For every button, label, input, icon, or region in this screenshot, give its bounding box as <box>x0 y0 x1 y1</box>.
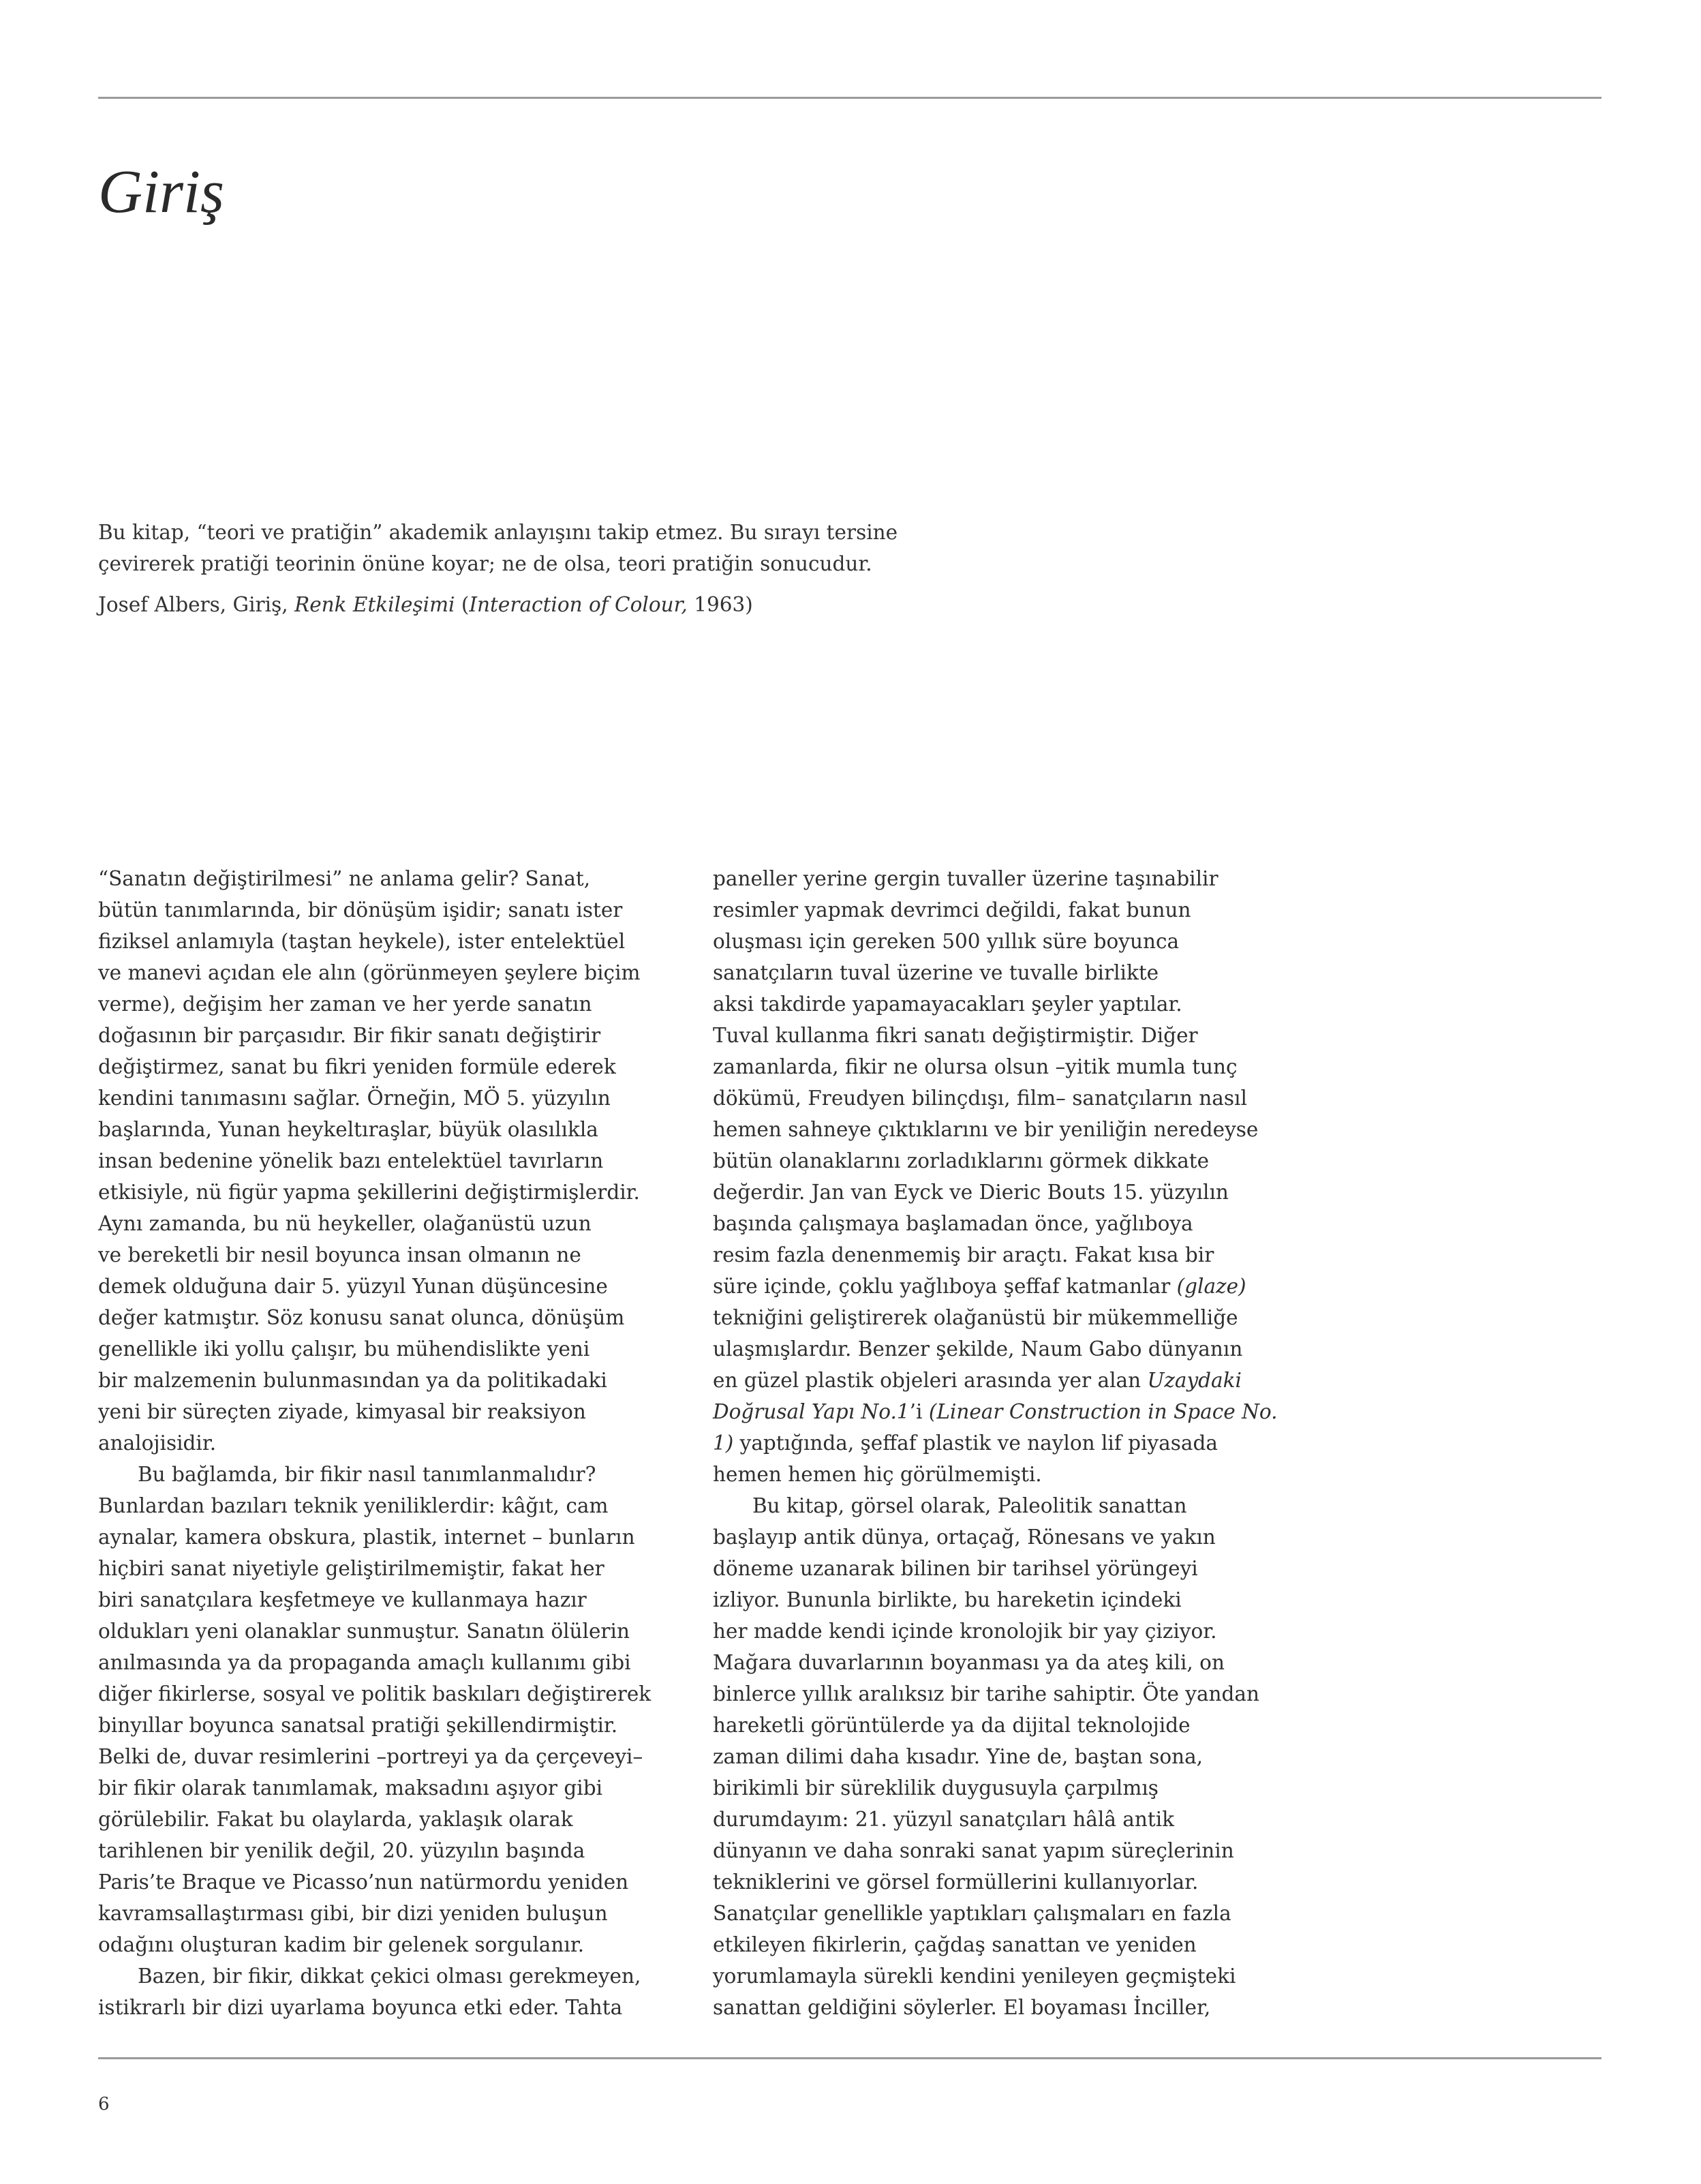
text-run: birikimli bir süreklilik duygusuyla çarpılmış <box>713 1776 1159 1800</box>
body-line <box>713 1490 1278 1521</box>
body-line <box>98 1772 651 1804</box>
body-line <box>98 1302 651 1333</box>
body-line <box>713 1678 1278 1710</box>
text-run: izliyor. Bununla birlikte, bu hareketin içindeki <box>713 1588 1182 1611</box>
text-run: bir malzemenin bulunmasından ya da politikadaki <box>98 1369 607 1392</box>
text-run: verme), değişim her zaman ve her yerde sanatın <box>98 992 592 1016</box>
text-run: kavramsallaştırması gibi, bir dizi yeniden buluşun <box>98 1902 608 1925</box>
text-run: bir fikir olarak tanımlamak, maksadını aşıyor gibi <box>98 1776 603 1800</box>
italic-term: (glaze) <box>1176 1275 1246 1298</box>
body-line <box>98 1427 651 1459</box>
body-line <box>98 1866 651 1898</box>
text-run: hareketli görüntülerde ya da dijital teknolojide <box>713 1714 1191 1737</box>
epigraph-quote-line: Bu kitap, “teori ve pratiğin” akademik anlayışını takip etmez. Bu sırayı tersine <box>98 521 898 544</box>
attribution-paren: ( <box>455 593 470 616</box>
text-run: diğer fikirlerse, sosyal ve politik baskıları değiştirerek <box>98 1682 652 1705</box>
body-line <box>98 1145 651 1177</box>
text-run: aynalar, kamera obskura, plastik, internet – bunların <box>98 1526 635 1549</box>
attribution-book-title: Renk Etkileşimi <box>294 593 455 616</box>
text-run: resim fazla denenmemiş bir araçtı. Fakat kısa bir <box>713 1243 1214 1267</box>
body-line <box>713 1239 1278 1271</box>
text-run: fiziksel anlamıyla (taştan heykele), ister entelektüel <box>98 930 626 953</box>
body-line <box>713 1710 1278 1741</box>
text-run: değer katmıştır. Söz konusu sanat olunca, dönüşüm <box>98 1306 625 1329</box>
body-line <box>713 1459 1278 1490</box>
text-run: binyıllar boyunca sanatsal pratiği şekillendirmiştir. <box>98 1714 618 1737</box>
text-run: odağını oluşturan kadim bir gelenek sorgulanır. <box>98 1933 585 1956</box>
body-line <box>713 1584 1278 1616</box>
body-line <box>713 1992 1278 2023</box>
text-run: durumdayım: 21. yüzyıl sanatçıları hâlâ antik <box>713 1808 1175 1831</box>
body-line <box>713 863 1278 894</box>
body-line <box>713 1051 1278 1082</box>
text-run: istikrarlı bir dizi uyarlama boyunca etki eder. Tahta <box>98 1996 623 2019</box>
text-run: döneme uzanarak bilinen bir tarihsel yörüngeyi <box>713 1557 1198 1580</box>
body-line <box>713 1553 1278 1584</box>
text-run: ’i <box>909 1400 929 1423</box>
text-run: dünyanın ve daha sonraki sanat yapım süreçlerinin <box>713 1839 1234 1862</box>
body-line <box>713 1082 1278 1114</box>
text-run: başlarında, Yunan heykeltıraşlar, büyük olasılıkla <box>98 1118 598 1141</box>
body-line <box>713 1960 1278 1992</box>
body-line <box>98 1239 651 1271</box>
body-line <box>713 926 1278 957</box>
body-line <box>713 957 1278 988</box>
text-run: görülebilir. Fakat bu olaylarda, yaklaşık olarak <box>98 1808 573 1831</box>
text-run: Mağara duvarlarının boyanması ya da ateş kili, on <box>713 1651 1225 1674</box>
body-line <box>98 1208 651 1239</box>
body-line <box>98 1678 651 1710</box>
body-line <box>98 1804 651 1835</box>
text-run: “Sanatın değiştirilmesi” ne anlama gelir? Sanat, <box>98 867 591 890</box>
body-line <box>98 1992 651 2023</box>
text-run: ve bereketli bir nesil boyunca insan olmanın ne <box>98 1243 581 1267</box>
text-run: etkileyen fikirlerin, çağdaş sanattan ve yeniden <box>713 1933 1197 1956</box>
body-line <box>713 1741 1278 1772</box>
text-run: oldukları yeni olanaklar sunmuştur. Sanatın ölülerin <box>98 1620 630 1643</box>
body-line <box>98 1521 651 1553</box>
text-run: Paris’te Braque ve Picasso’nun natürmordu yeniden <box>98 1870 629 1894</box>
attribution-year: 1963) <box>687 593 753 616</box>
body-line <box>98 1490 651 1521</box>
text-run: Sanatçılar genellikle yaptıkları çalışmaları en fazla <box>713 1902 1231 1925</box>
page-title: Giriş <box>98 158 225 226</box>
body-line <box>713 1898 1278 1929</box>
body-line <box>98 1835 651 1866</box>
body-line <box>713 1772 1278 1804</box>
text-run: analojisidir. <box>98 1431 217 1455</box>
body-line <box>98 1177 651 1208</box>
page-number: 6 <box>98 2094 110 2114</box>
body-line <box>98 1459 651 1490</box>
body-line <box>98 1365 651 1396</box>
body-line <box>713 1647 1278 1678</box>
text-run: binlerce yıllık aralıksız bir tarihe sahiptir. Öte yandan <box>713 1682 1260 1705</box>
text-run: Bazen, bir fikir, dikkat çekici olması gerekmeyen, <box>138 1965 641 1988</box>
top-rule <box>98 97 1602 99</box>
body-column-right <box>713 863 1278 2023</box>
body-line <box>713 1333 1278 1365</box>
body-line <box>713 1521 1278 1553</box>
epigraph-quote <box>98 517 957 579</box>
italic-term: Doğrusal Yapı No.1 <box>713 1400 910 1423</box>
text-run: bütün tanımlarında, bir dönüşüm işidir; sanatı ister <box>98 898 623 922</box>
text-run: tekniklerini ve görsel formüllerini kullanıyorlar. <box>713 1870 1199 1894</box>
body-column-left <box>98 863 651 2023</box>
body-line <box>713 1929 1278 1960</box>
body-line <box>98 957 651 988</box>
text-run: yorumlamayla sürekli kendini yenileyen geçmişteki <box>713 1965 1236 1988</box>
text-run: süre içinde, çoklu yağlıboya şeffaf katmanlar <box>713 1275 1177 1298</box>
text-run: Aynı zamanda, bu nü heykeller, olağanüstü uzun <box>98 1212 592 1235</box>
text-run: Bu kitap, görsel olarak, Paleolitik sanattan <box>752 1494 1187 1517</box>
body-line <box>713 1365 1278 1396</box>
body-line <box>713 1616 1278 1647</box>
text-run: hemen sahneye çıktıklarını ve bir yeniliğin neredeyse <box>713 1118 1259 1141</box>
body-line <box>98 1114 651 1145</box>
text-run: değiştirmez, sanat bu fikri yeniden formüle ederek <box>98 1055 616 1078</box>
text-run: insan bedenine yönelik bazı entelektüel tavırların <box>98 1149 604 1172</box>
body-line <box>98 1960 651 1992</box>
body-line <box>98 1647 651 1678</box>
body-line <box>98 1710 651 1741</box>
text-run: anılmasında ya da propaganda amaçlı kullanımı gibi <box>98 1651 631 1674</box>
text-run: Tuval kullanma fikri sanatı değiştirmiştir. Diğer <box>713 1024 1198 1047</box>
body-line <box>98 894 651 926</box>
body-line <box>713 1177 1278 1208</box>
text-run: dökümü, Freudyen bilinçdışı, film– sanatçıların nasıl <box>713 1087 1247 1110</box>
body-line <box>98 1082 651 1114</box>
body-line <box>98 926 651 957</box>
italic-term: Uzaydaki <box>1147 1369 1242 1392</box>
text-run: başlayıp antik dünya, ortaçağ, Rönesans ve yakın <box>713 1526 1216 1549</box>
text-run: tarihlenen bir yenilik değil, 20. yüzyılın başında <box>98 1839 585 1862</box>
body-line <box>713 1835 1278 1866</box>
text-run: Belki de, duvar resimlerini –portreyi ya da çerçeveyi– <box>98 1745 643 1768</box>
text-run: oluşması için gereken 500 yıllık süre boyunca <box>713 930 1180 953</box>
italic-term: (Linear Construction in Space No. <box>928 1400 1278 1423</box>
text-run: doğasının bir parçasıdır. Bir fikir sanatı değiştirir <box>98 1024 601 1047</box>
text-run: hemen hemen hiç görülmemişti. <box>713 1463 1042 1486</box>
body-line <box>713 1208 1278 1239</box>
body-line <box>98 1396 651 1427</box>
body-line <box>713 894 1278 926</box>
body-line <box>713 1396 1278 1427</box>
body-line <box>98 1553 651 1584</box>
body-line <box>713 1866 1278 1898</box>
epigraph-quote-line: çevirerek pratiği teorinin önüne koyar; ne de olsa, teori pratiğin sonucudur. <box>98 552 872 575</box>
body-line <box>98 1741 651 1772</box>
body-line <box>98 1584 651 1616</box>
text-run: etkisiyle, nü figür yapma şekillerini değiştirmişlerdir. <box>98 1181 640 1204</box>
text-run: değerdir. Jan van Eyck ve Dieric Bouts 15. yüzyılın <box>713 1181 1229 1204</box>
text-run: ulaşmışlardır. Benzer şekilde, Naum Gabo dünyanın <box>713 1337 1243 1361</box>
bottom-rule <box>98 2057 1602 2059</box>
body-line <box>713 1427 1278 1459</box>
body-line <box>713 1302 1278 1333</box>
epigraph-attribution <box>98 589 957 620</box>
text-run: Bu bağlamda, bir fikir nasıl tanımlanmalıdır? <box>138 1463 596 1486</box>
attribution-author: Josef Albers, Giriş, <box>98 593 294 616</box>
epigraph <box>98 517 957 620</box>
text-run: tekniğini geliştirerek olağanüstü bir mükemmelliğe <box>713 1306 1238 1329</box>
text-run: sanattan geldiğini söylerler. El boyaması İnciller, <box>713 1996 1211 2019</box>
text-run: resimler yapmak devrimci değildi, fakat bunun <box>713 898 1191 922</box>
attribution-original-title: Interaction of Colour, <box>469 593 688 616</box>
text-run: biri sanatçılara keşfetmeye ve kullanmaya hazır <box>98 1588 587 1611</box>
body-line <box>98 988 651 1020</box>
body-line <box>98 1051 651 1082</box>
text-run: sanatçıların tuval üzerine ve tuvalle birlikte <box>713 961 1159 984</box>
body-line <box>713 1020 1278 1051</box>
text-run: yaptığında, şeffaf plastik ve naylon lif piyasada <box>733 1431 1218 1455</box>
text-run: aksi takdirde yapamayacakları şeyler yaptılar. <box>713 992 1182 1016</box>
text-run: kendini tanımasını sağlar. Örneğin, MÖ 5. yüzyılın <box>98 1087 611 1110</box>
text-run: genellikle iki yollu çalışır, bu mühendislikte yeni <box>98 1337 590 1361</box>
text-run: en güzel plastik objeleri arasında yer alan <box>713 1369 1148 1392</box>
text-run: demek olduğuna dair 5. yüzyıl Yunan düşüncesine <box>98 1275 608 1298</box>
text-run: yeni bir süreçten ziyade, kimyasal bir reaksiyon <box>98 1400 586 1423</box>
body-line <box>98 1616 651 1647</box>
body-line <box>98 1898 651 1929</box>
text-run: Bunlardan bazıları teknik yeniliklerdir: kâğıt, cam <box>98 1494 609 1517</box>
body-line <box>713 988 1278 1020</box>
text-run: hiçbiri sanat niyetiyle geliştirilmemiştir, fakat her <box>98 1557 604 1580</box>
text-run: her madde kendi içinde kronolojik bir yay çiziyor. <box>713 1620 1217 1643</box>
text-run: başında çalışmaya başlamadan önce, yağlıboya <box>713 1212 1193 1235</box>
body-line <box>98 1020 651 1051</box>
body-line <box>713 1145 1278 1177</box>
text-run: paneller yerine gergin tuvaller üzerine taşınabilir <box>713 867 1219 890</box>
italic-term: 1) <box>713 1431 734 1455</box>
body-line <box>713 1271 1278 1302</box>
body-line <box>98 863 651 894</box>
body-line <box>98 1333 651 1365</box>
body-line <box>98 1271 651 1302</box>
body-line <box>713 1114 1278 1145</box>
body-line <box>98 1929 651 1960</box>
text-run: ve manevi açıdan ele alın (görünmeyen şeylere biçim <box>98 961 641 984</box>
text-run: zaman dilimi daha kısadır. Yine de, baştan sona, <box>713 1745 1204 1768</box>
text-run: zamanlarda, fikir ne olursa olsun –yitik mumla tunç <box>713 1055 1238 1078</box>
body-line <box>713 1804 1278 1835</box>
text-run: bütün olanaklarını zorladıklarını görmek dikkate <box>713 1149 1210 1172</box>
